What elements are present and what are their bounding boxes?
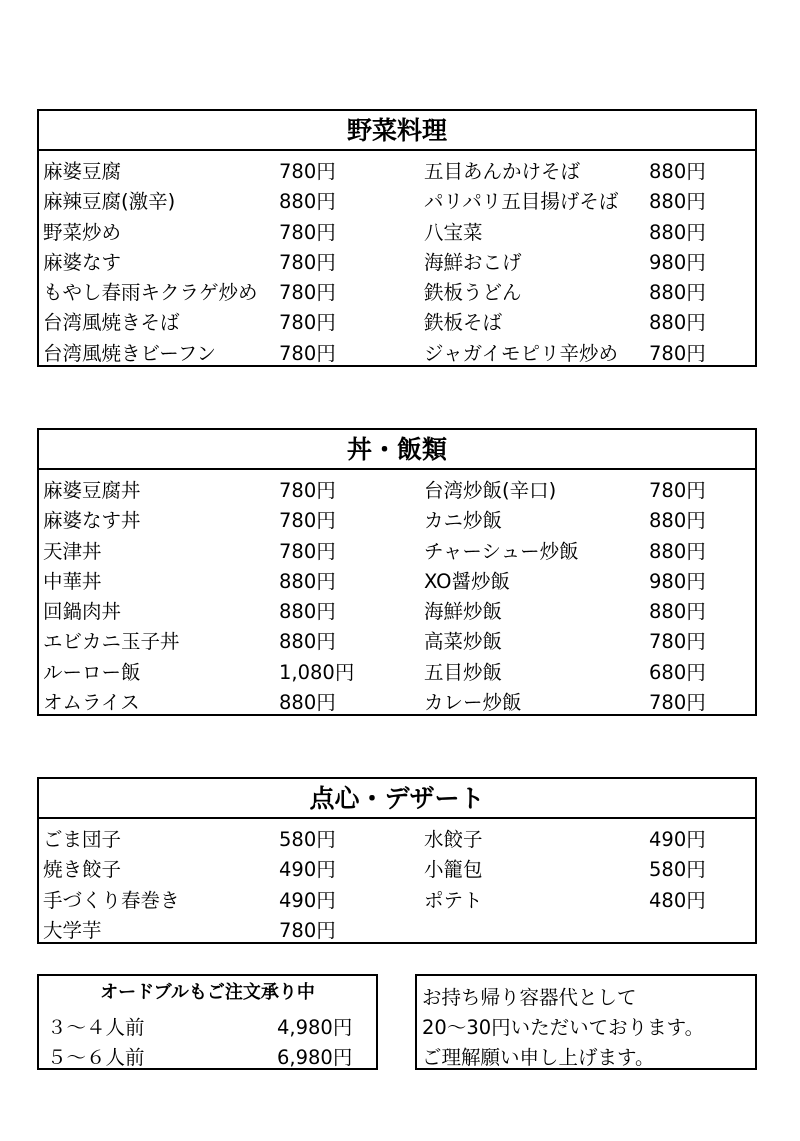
menu-item-name: ジャガイモピリ辛炒め xyxy=(424,341,619,365)
menu-item-price: 880円 xyxy=(279,630,336,654)
menu-item-price: 780円 xyxy=(279,160,336,183)
menu-item-price: 880円 xyxy=(279,190,336,214)
platter-size: ５～６人前 xyxy=(47,1046,145,1069)
note-line xyxy=(417,980,755,1010)
menu-item-name: パリパリ五目揚げそば xyxy=(424,190,619,214)
menu-item-name: 水餃子 xyxy=(424,828,483,851)
menu-item-price: 780円 xyxy=(649,479,706,502)
menu-item-name: 海鮮炒飯 xyxy=(424,600,503,624)
menu-item-name: ポテト xyxy=(424,888,483,912)
menu-grid xyxy=(39,819,755,942)
menu-item-price: 780円 xyxy=(279,281,336,305)
menu-item-name: チャーシュー炒飯 xyxy=(424,539,579,563)
section-dimsum-dessert xyxy=(37,777,757,944)
menu-item-price: 490円 xyxy=(649,828,706,851)
menu-item-price: 490円 xyxy=(279,888,336,912)
menu-item-name: 手づくり春巻き xyxy=(43,888,180,912)
section-title: 丼・飯類 xyxy=(39,430,755,470)
menu-item-name: 台湾風焼きビーフン xyxy=(43,341,216,365)
menu-item-price: 780円 xyxy=(279,311,336,335)
menu-row xyxy=(39,882,755,912)
menu-item-name: もやし春雨キクラゲ炒め xyxy=(43,281,258,305)
menu-row xyxy=(39,244,755,274)
note-line-text: お持ち帰り容器代として xyxy=(422,986,637,1009)
menu-grid xyxy=(39,470,755,714)
menu-grid xyxy=(39,151,755,365)
menu-item-name: オムライス xyxy=(43,691,140,715)
menu-item-price: 780円 xyxy=(279,509,336,533)
menu-item-price: 580円 xyxy=(649,858,706,882)
menu-item-name: 大学芋 xyxy=(43,918,102,942)
menu-item-name: 天津丼 xyxy=(43,539,102,563)
menu-item-price: 490円 xyxy=(279,858,336,882)
menu-item-name: 焼き餃子 xyxy=(43,858,122,882)
menu-item-price: 480円 xyxy=(649,888,706,912)
platter-row xyxy=(39,1010,376,1040)
menu-item-price: 780円 xyxy=(279,918,336,942)
menu-item-price: 880円 xyxy=(279,691,336,715)
note-line xyxy=(417,1010,755,1040)
platter-row xyxy=(39,1040,376,1070)
menu-item-name: 鉄板うどん xyxy=(424,281,522,305)
menu-row xyxy=(39,623,755,653)
platter-box xyxy=(37,974,378,1070)
menu-item-price: 880円 xyxy=(279,569,336,593)
menu-item-price: 880円 xyxy=(279,600,336,624)
menu-item-name: 麻婆なす丼 xyxy=(43,509,141,533)
section-title: 野菜料理 xyxy=(39,111,755,151)
platter-title: オードブルもご注文承り中 xyxy=(100,982,315,1003)
menu-item-name: ルーロー飯 xyxy=(43,660,141,684)
menu-item-price: 1,080円 xyxy=(279,660,355,684)
menu-row xyxy=(39,912,755,942)
menu-item-name: 台湾炒飯(辛口) xyxy=(424,479,557,502)
menu-item-price: 780円 xyxy=(279,220,336,244)
note-line-text: 20～30円いただいております。 xyxy=(422,1016,705,1039)
menu-item-name: 五目炒飯 xyxy=(424,660,503,684)
menu-row xyxy=(39,304,755,334)
menu-item-price: 880円 xyxy=(649,600,706,624)
menu-item-name: 高菜炒飯 xyxy=(424,630,503,654)
menu-row xyxy=(39,851,755,881)
menu-item-name: 麻辣豆腐(激辛) xyxy=(43,190,176,214)
menu-item-price: 780円 xyxy=(279,479,336,502)
menu-item-name: 小籠包 xyxy=(424,858,483,882)
menu-item-price: 880円 xyxy=(649,220,706,244)
menu-row xyxy=(39,274,755,304)
menu-item-price: 780円 xyxy=(279,539,336,563)
menu-item-price: 780円 xyxy=(649,630,706,654)
menu-item-name: エビカニ玉子丼 xyxy=(43,630,180,654)
menu-row xyxy=(39,533,755,563)
section-vegetable-dishes xyxy=(37,109,757,367)
menu-item-price: 880円 xyxy=(649,539,706,563)
menu-row xyxy=(39,214,755,244)
menu-row xyxy=(39,563,755,593)
menu-item-name: XO醤炒飯 xyxy=(424,569,510,593)
menu-row xyxy=(39,684,755,714)
menu-item-name: 回鍋肉丼 xyxy=(43,600,122,624)
menu-item-name: 麻婆豆腐丼 xyxy=(43,479,141,502)
menu-row xyxy=(39,183,755,213)
menu-item-price: 980円 xyxy=(649,250,706,274)
menu-row xyxy=(39,472,755,502)
menu-item-price: 780円 xyxy=(649,341,706,365)
menu-item-name: 野菜炒め xyxy=(43,220,122,244)
menu-item-price: 580円 xyxy=(279,828,336,851)
menu-item-price: 880円 xyxy=(649,160,706,183)
platter-price: 4,980円 xyxy=(277,1016,353,1039)
container-fee-note xyxy=(415,974,757,1070)
menu-item-price: 780円 xyxy=(279,250,336,274)
menu-row xyxy=(39,502,755,532)
menu-item-name: 麻婆なす xyxy=(43,250,122,274)
menu-row xyxy=(39,821,755,851)
section-rice-bowls xyxy=(37,428,757,716)
menu-item-name: 台湾風焼きそば xyxy=(43,311,180,335)
menu-item-price: 880円 xyxy=(649,190,706,214)
menu-row xyxy=(39,335,755,365)
menu-row xyxy=(39,153,755,183)
menu-item-price: 780円 xyxy=(649,691,706,715)
menu-item-name: 八宝菜 xyxy=(424,220,483,244)
menu-item-price: 880円 xyxy=(649,311,706,335)
menu-row xyxy=(39,593,755,623)
menu-item-name: カニ炒飯 xyxy=(424,509,503,533)
section-title: 点心・デザート xyxy=(39,779,755,819)
platter-price: 6,980円 xyxy=(277,1046,353,1069)
menu-item-name: 五目あんかけそば xyxy=(424,160,581,183)
menu-item-price: 880円 xyxy=(649,281,706,305)
menu-item-name: 中華丼 xyxy=(43,569,102,593)
platter-size: ３～４人前 xyxy=(47,1016,145,1039)
menu-item-name: 麻婆豆腐 xyxy=(43,160,122,183)
menu-item-name: ごま団子 xyxy=(43,828,122,851)
menu-row xyxy=(39,654,755,684)
menu-item-name: カレー炒飯 xyxy=(424,691,522,715)
menu-item-name: 海鮮おこげ xyxy=(424,250,522,274)
menu-item-price: 780円 xyxy=(279,341,336,365)
menu-item-price: 880円 xyxy=(649,509,706,533)
note-line xyxy=(417,1040,755,1070)
menu-item-price: 680円 xyxy=(649,660,706,684)
menu-item-price: 980円 xyxy=(649,569,706,593)
menu-item-name: 鉄板そば xyxy=(424,311,503,335)
note-line-text: ご理解願い申し上げます。 xyxy=(422,1046,655,1069)
